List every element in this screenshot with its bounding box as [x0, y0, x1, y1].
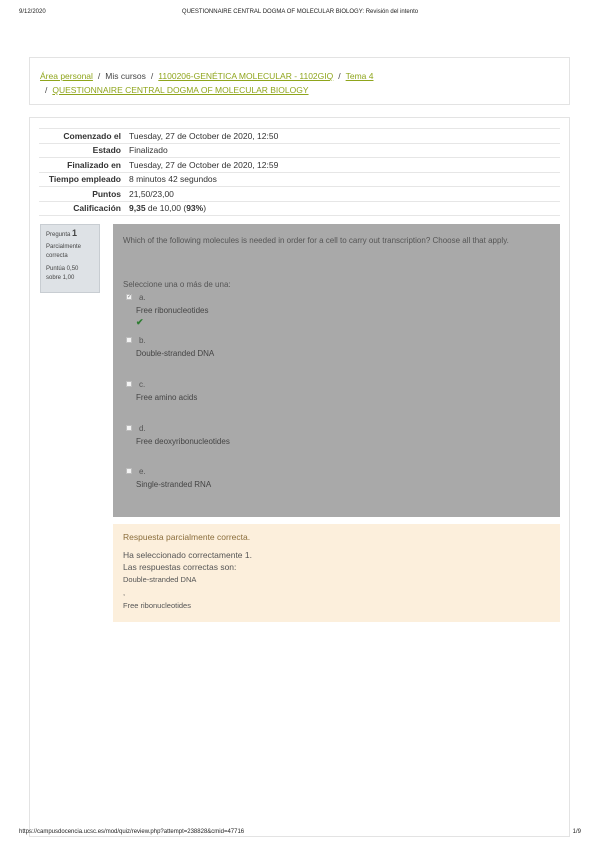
summary-key: Tiempo empleado	[39, 172, 129, 187]
grade-out-of: de 10,00 (	[145, 203, 187, 214]
correct-answer-item: Free ribonucleotides	[123, 601, 191, 610]
correct-check-icon: ✔	[136, 317, 144, 327]
option-text: Free ribonucleotides	[136, 306, 209, 315]
print-url: https://campusdocencia.ucsc.es/mod/quiz/review.php?attempt=238828&cmid=47716	[19, 829, 245, 835]
summary-value: Tuesday, 27 de October de 2020, 12:59	[129, 158, 560, 173]
summary-value: Tuesday, 27 de October de 2020, 12:50	[129, 129, 560, 144]
question-text: Which of the following molecules is needed in order for a cell to carry out transcription? Choose all that apply.	[123, 236, 509, 245]
question-info-box	[40, 224, 100, 293]
option-text: Free deoxyribonucleotides	[136, 437, 230, 446]
breadcrumb-link-area-personal[interactable]: Área personal	[40, 71, 93, 81]
breadcrumb-separator: /	[338, 71, 341, 81]
print-page-number: 1/9	[572, 829, 581, 835]
correct-answer-separator: ,	[123, 588, 126, 597]
breadcrumb-link-quiz[interactable]: QUESTIONNAIRE CENTRAL DOGMA OF MOLECULAR BIOLOGY	[52, 84, 309, 95]
breadcrumb	[40, 70, 560, 97]
question-outcome	[113, 524, 560, 622]
breadcrumb-card	[29, 57, 570, 105]
summary-key: Comenzado el	[39, 129, 129, 144]
breadcrumb-separator: /	[150, 71, 154, 81]
summary-value: 8 minutos 42 segundos	[129, 172, 560, 187]
summary-key: Estado	[39, 143, 129, 158]
general-feedback: Respuesta parcialmente correcta.	[123, 532, 251, 542]
summary-row	[39, 201, 560, 216]
summary-row	[39, 158, 560, 173]
summary-row	[39, 143, 560, 158]
option-letter: c.	[139, 380, 146, 389]
option-letter: e.	[139, 467, 146, 476]
right-answer-block	[123, 549, 252, 573]
breadcrumb-separator: /	[45, 84, 48, 95]
question-number: Pregunta 1	[46, 228, 78, 238]
breadcrumb-link-tema[interactable]: Tema 4	[345, 71, 374, 81]
summary-key: Puntos	[39, 187, 129, 202]
summary-key: Finalizado en	[39, 158, 129, 173]
option-text: Double-stranded DNA	[136, 349, 215, 358]
option-letter: a.	[139, 293, 146, 302]
summary-value: 21,50/23,00	[129, 187, 560, 202]
answer-checkbox[interactable]	[126, 468, 132, 474]
selected-count-text: Ha seleccionado correctamente 1.	[123, 550, 252, 560]
option-letter: b.	[139, 336, 146, 345]
summary-key: Calificación	[39, 201, 129, 216]
correct-answer-item: Double-stranded DNA	[123, 575, 197, 584]
option-text: Single-stranded RNA	[136, 480, 212, 489]
attempt-summary-table	[39, 128, 560, 216]
breadcrumb-item-mis-cursos: Mis cursos	[105, 71, 146, 81]
correct-answers-intro: Las respuestas correctas son:	[123, 562, 237, 572]
summary-row	[39, 129, 560, 144]
summary-value: Finalizado	[129, 143, 560, 158]
summary-row	[39, 187, 560, 202]
summary-row	[39, 172, 560, 187]
option-letter: d.	[139, 424, 146, 433]
answer-checkbox[interactable]	[126, 381, 132, 387]
answer-prompt: Seleccione una o más de una:	[123, 280, 231, 289]
breadcrumb-separator: /	[97, 71, 101, 81]
answer-checkbox[interactable]	[126, 425, 132, 431]
question-grade: Puntúa 0,50 sobre 1,00	[46, 266, 79, 281]
breadcrumb-link-course[interactable]: 1100206-GENÉTICA MOLECULAR - 1102GIQ	[158, 71, 334, 81]
print-date: 9/12/2020	[19, 9, 46, 15]
grade-close: )	[203, 203, 207, 214]
grade-value	[129, 201, 560, 216]
print-title: QUESTIONNAIRE CENTRAL DOGMA OF MOLECULAR BIOLOGY: Revisión del intento	[181, 9, 419, 15]
answer-checkbox[interactable]: ✓	[127, 294, 133, 300]
answer-checkbox[interactable]	[126, 337, 132, 343]
option-text: Free amino acids	[136, 393, 198, 402]
question-formulation	[113, 224, 560, 517]
grade-percent: 93%	[186, 203, 204, 214]
question-state: Parcialmente correcta	[46, 244, 82, 259]
grade-score: 9,35	[129, 203, 146, 214]
